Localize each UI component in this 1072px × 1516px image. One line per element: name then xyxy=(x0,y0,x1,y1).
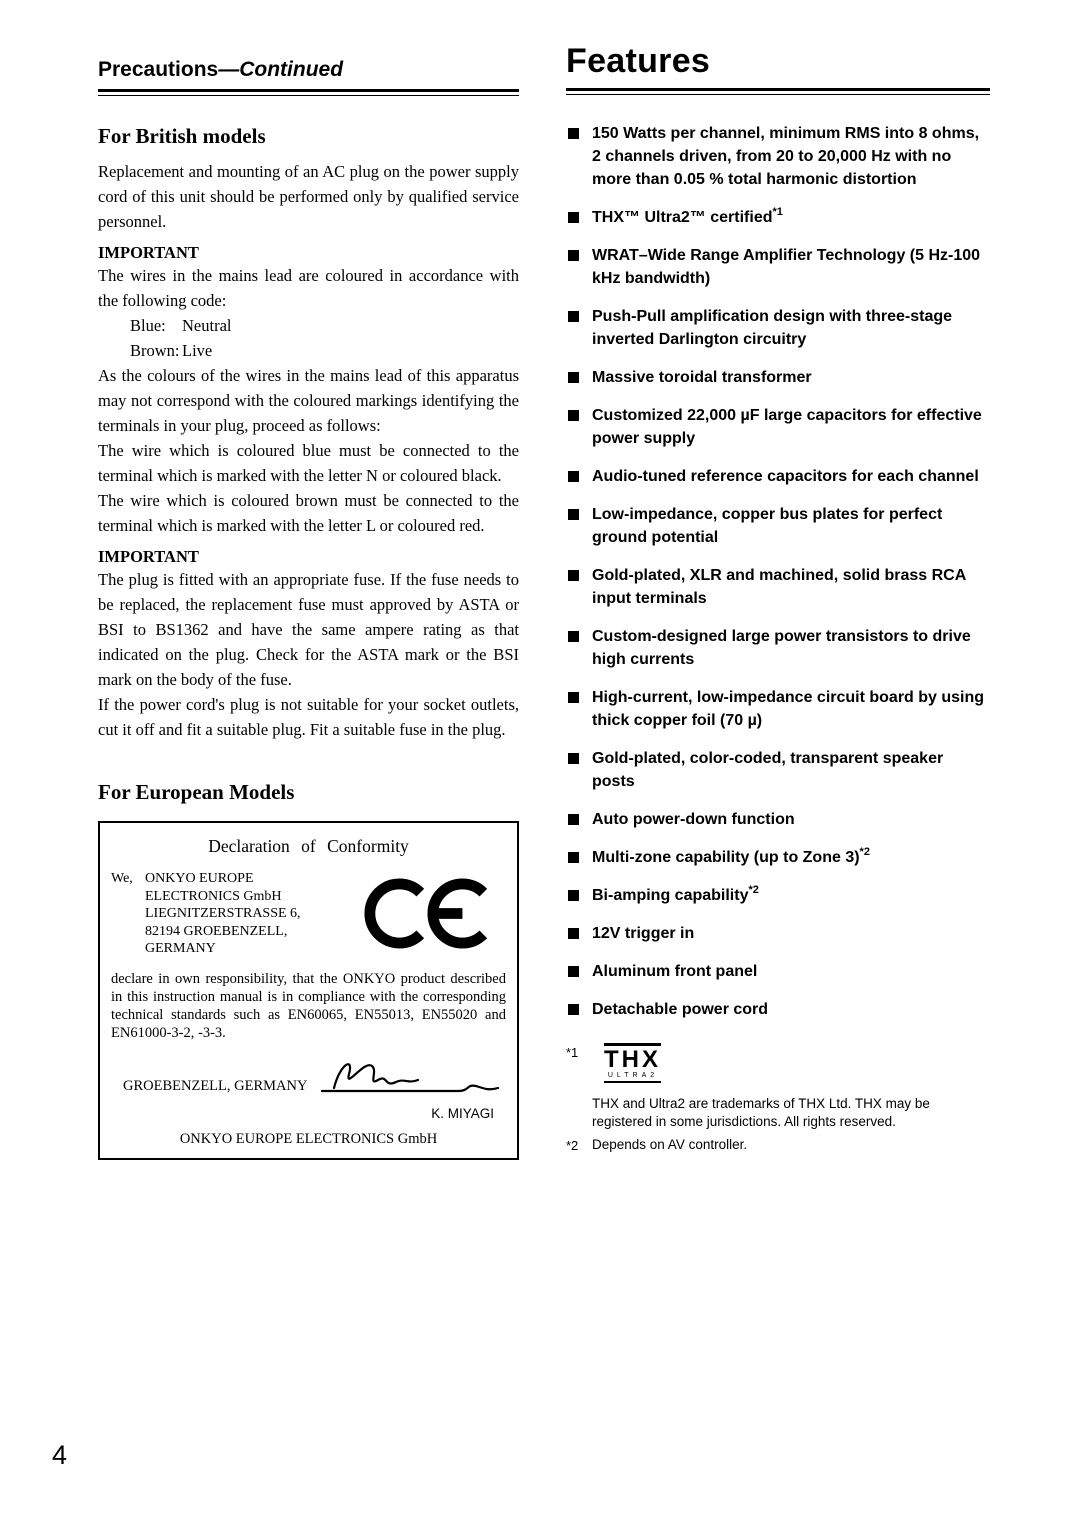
square-bullet-icon xyxy=(568,250,579,261)
feature-text: Gold-plated, color-coded, transparent speaker posts xyxy=(592,750,944,790)
british-paragraph-6: The plug is fitted with an appropriate fuse. If the fuse needs to be replaced, the replacement fuse must approved by ASTA or BSI to BS1362 and have the same ampere rating as that indicated on the plug. Check for the ASTA mark or the BSI mark on the body of the fuse. xyxy=(98,570,519,689)
square-bullet-icon xyxy=(568,692,579,703)
feature-item xyxy=(566,244,990,290)
declaration-body: declare in own responsibility, that the ONKYO product described in this instruction manual is in compliance with the corresponding technical standards such as EN60065, EN55013, EN55020 and EN61000-3-2, -3-3. xyxy=(111,970,506,1041)
square-bullet-icon xyxy=(568,410,579,421)
feature-text: WRAT–Wide Range Amplifier Technology (5 Hz-100 kHz bandwidth) xyxy=(592,247,981,287)
features-list xyxy=(566,122,990,1021)
british-paragraph-1: Replacement and mounting of an AC plug on the power supply cord of this unit should be performed only by qualified service personnel. xyxy=(98,162,519,231)
feature-text: High-current, low-impedance circuit board by using thick copper foil (70 µ) xyxy=(592,689,985,729)
feature-item xyxy=(566,366,990,389)
feature-text: Auto power-down function xyxy=(592,811,795,828)
square-bullet-icon xyxy=(568,928,579,939)
important-heading-1: IMPORTANT xyxy=(98,243,199,262)
square-bullet-icon xyxy=(568,753,579,764)
feature-text: Push-Pull amplification design with three-stage inverted Darlington circuitry xyxy=(592,308,953,348)
feature-text: Aluminum front panel xyxy=(592,963,758,980)
declaration-place: GROEBENZELL, GERMANY xyxy=(123,1077,308,1094)
feature-item xyxy=(566,564,990,610)
precautions-heading xyxy=(98,58,519,82)
wire-code-blue-label: Blue: xyxy=(130,316,166,335)
square-bullet-icon xyxy=(568,128,579,139)
square-bullet-icon xyxy=(568,509,579,520)
feature-text: Detachable power cord xyxy=(592,1001,769,1018)
square-bullet-icon xyxy=(568,852,579,863)
declaration-we: We, xyxy=(111,871,133,886)
wire-code-brown-label: Brown: xyxy=(130,341,180,360)
feature-item xyxy=(566,922,990,945)
feature-footnote-marker: *2 xyxy=(859,845,870,858)
feature-text: Massive toroidal transformer xyxy=(592,369,812,386)
ce-mark-icon xyxy=(364,872,490,961)
feature-text: THX™ Ultra2™ certified xyxy=(592,209,773,226)
footnote-2-text: Depends on AV controller. xyxy=(592,1137,748,1152)
declaration-signer-name: K. MIYAGI xyxy=(431,1105,494,1121)
british-paragraph-4: The wire which is coloured blue must be connected to the terminal which is marked with the letter N or coloured black. xyxy=(98,441,519,485)
british-paragraph-7: If the power cord's plug is not suitable for your socket outlets, cut it off and fit a suitable plug. Fit a suitable fuse in the plug. xyxy=(98,695,519,739)
feature-item xyxy=(566,747,990,793)
page-number: 4 xyxy=(52,1440,68,1470)
square-bullet-icon xyxy=(568,311,579,322)
wire-code-brown-value: Live xyxy=(182,341,213,360)
feature-item xyxy=(566,404,990,450)
feature-text: 150 Watts per channel, minimum RMS into 8 ohms, 2 channels driven, from 20 to 20,000 Hz with no more than 0.05 % total harmonic distortion xyxy=(592,125,980,188)
feature-item xyxy=(566,625,990,671)
feature-text: 12V trigger in xyxy=(592,925,695,942)
footnote-2-marker: *2 xyxy=(566,1138,579,1153)
british-paragraph-3: As the colours of the wires in the mains lead of this apparatus may not correspond with the coloured markings identifying the terminals in your plug, proceed as follows: xyxy=(98,366,519,435)
feature-text: Multi-zone capability (up to Zone 3) xyxy=(592,849,860,866)
feature-text: Low-impedance, copper bus plates for perfect ground potential xyxy=(592,506,943,546)
right-column xyxy=(566,42,990,1154)
thx-logo-subtext: ULTRA2 xyxy=(604,1072,661,1083)
features-header xyxy=(566,42,990,95)
square-bullet-icon xyxy=(568,212,579,223)
feature-item xyxy=(566,465,990,488)
feature-item xyxy=(566,206,990,229)
company-line: ELECTRONICS GmbH xyxy=(145,888,282,904)
square-bullet-icon xyxy=(568,814,579,825)
feature-text: Gold-plated, XLR and machined, solid brass RCA input terminals xyxy=(592,567,966,607)
company-line: GERMANY xyxy=(145,941,216,956)
feature-text: Custom-designed large power transistors to drive high currents xyxy=(592,628,971,668)
footnote-1-marker: *1 xyxy=(566,1045,579,1060)
footnote-2 xyxy=(566,1136,990,1154)
feature-item xyxy=(566,808,990,831)
footnote-1 xyxy=(566,1043,990,1083)
precautions-continued: —Continued xyxy=(218,58,344,81)
declaration-company-address xyxy=(145,870,364,961)
header-rule xyxy=(98,89,519,96)
features-title: Features xyxy=(566,42,711,80)
square-bullet-icon xyxy=(568,631,579,642)
company-line: LIEGNITZERSTRASSE 6, xyxy=(145,906,301,921)
british-paragraph-5: The wire which is coloured brown must be connected to the terminal which is marked with the letter L or coloured red. xyxy=(98,491,519,535)
feature-footnote-marker: *2 xyxy=(748,883,759,896)
feature-item xyxy=(566,884,990,907)
declaration-title: Declaration of Conformity xyxy=(208,836,409,856)
declaration-signature-row xyxy=(111,1054,506,1105)
thx-logo-text: THX xyxy=(604,1046,661,1073)
feature-item xyxy=(566,960,990,983)
footnote-1-text: THX and Ultra2 are trademarks of THX Ltd. THX may be registered in some jurisdictions. All rights reserved. xyxy=(592,1096,930,1129)
wire-code-brown xyxy=(130,338,519,363)
declaration-of-conformity-box xyxy=(98,821,519,1160)
wire-code-blue-value: Neutral xyxy=(182,316,232,335)
feature-text: Bi-amping capability xyxy=(592,887,749,904)
square-bullet-icon xyxy=(568,890,579,901)
feature-item xyxy=(566,305,990,351)
feature-text: Audio-tuned reference capacitors for each channel xyxy=(592,468,979,485)
declaration-company-row xyxy=(111,870,506,961)
left-column xyxy=(98,58,519,1160)
square-bullet-icon xyxy=(568,372,579,383)
british-paragraph-2: The wires in the mains lead are coloured in accordance with the following code: xyxy=(98,266,519,310)
british-models-heading: For British models xyxy=(98,124,266,148)
precautions-title: Precautions xyxy=(98,58,219,81)
footnotes xyxy=(566,1043,990,1154)
thx-ultra2-logo-icon xyxy=(604,1043,661,1083)
wire-code-blue xyxy=(130,313,519,338)
square-bullet-icon xyxy=(568,1004,579,1015)
feature-text: Customized 22,000 µF large capacitors for effective power supply xyxy=(592,407,982,447)
square-bullet-icon xyxy=(568,471,579,482)
square-bullet-icon xyxy=(568,966,579,977)
feature-item xyxy=(566,998,990,1021)
precautions-header xyxy=(98,58,519,96)
feature-item xyxy=(566,503,990,549)
feature-item xyxy=(566,686,990,732)
european-models-heading: For European Models xyxy=(98,780,295,804)
feature-footnote-marker: *1 xyxy=(772,205,783,218)
declaration-footer: ONKYO EUROPE ELECTRONICS GmbH xyxy=(179,1130,438,1147)
feature-item xyxy=(566,846,990,869)
important-heading-2: IMPORTANT xyxy=(98,547,199,566)
signature-icon xyxy=(307,1054,506,1105)
square-bullet-icon xyxy=(568,570,579,581)
company-line: ONKYO EUROPE xyxy=(145,871,254,886)
company-line: 82194 GROEBENZELL, xyxy=(145,923,288,939)
feature-item xyxy=(566,122,990,191)
features-rule xyxy=(566,88,990,95)
